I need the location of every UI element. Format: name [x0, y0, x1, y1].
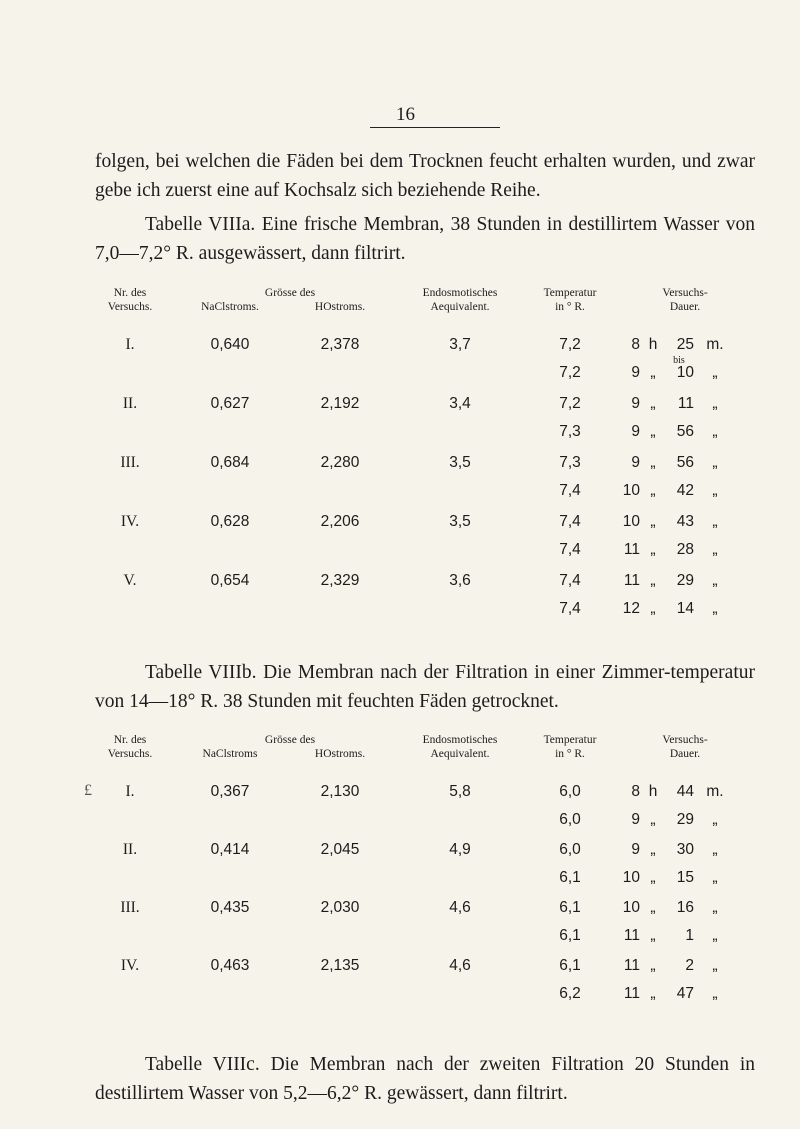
header-nr: Versuchs. — [107, 301, 153, 313]
cell-nacl: 0,435 — [210, 899, 250, 916]
cell-endo: 3,6 — [449, 572, 471, 589]
cell-ho: 2,045 — [320, 841, 360, 858]
dauer-unit: h — [648, 336, 658, 353]
dauer-minutes: 43 — [676, 513, 694, 530]
header-groesse: Grösse des — [264, 734, 316, 746]
dauer-suffix: „ — [712, 395, 718, 412]
cell-nacl: 0,628 — [210, 513, 250, 530]
cell-endo: 4,9 — [449, 841, 471, 858]
cell-temp: 6,0 — [559, 811, 581, 828]
cell-temp: 7,3 — [559, 423, 581, 440]
dauer-hours: 9 — [631, 841, 640, 858]
cell-nacl: 0,414 — [210, 841, 250, 858]
cell-temp: 6,1 — [559, 899, 581, 916]
cell-nacl: 0,684 — [210, 454, 250, 471]
dauer-hours: 10 — [622, 869, 640, 886]
table-c-caption: Tabelle VIIIc. Die Membran nach der zweiten Filtration 20 Stunden in destillirtem Wasser von 5,2—6,2° R. gewässert, dann filtrirt. — [95, 1054, 755, 1104]
dauer-hours: 8 — [631, 336, 640, 353]
dauer-minutes: 42 — [676, 482, 694, 499]
cell-ho: 2,130 — [320, 783, 360, 800]
dauer-hours: 11 — [623, 957, 640, 974]
dauer-minutes: 29 — [676, 811, 694, 828]
row-nr: III. — [120, 454, 140, 471]
dauer-minutes: 11 — [677, 395, 694, 412]
dauer-unit: „ — [650, 985, 656, 1002]
cell-ho: 2,135 — [320, 957, 360, 974]
cell-endo: 5,8 — [449, 783, 471, 800]
dauer-suffix: „ — [712, 957, 718, 974]
dauer-suffix: „ — [712, 513, 718, 530]
dauer-minutes: 16 — [676, 899, 694, 916]
header-temp: in ° R. — [555, 301, 585, 313]
table-a-caption: Tabelle VIIIa. Eine frische Membran, 38 Stunden in destillirtem Wasser von 7,0—7,2° R. ausgewässert, dann filtrirt. — [95, 214, 755, 264]
dauer-suffix: „ — [712, 985, 718, 1002]
cell-temp: 6,1 — [559, 957, 581, 974]
dauer-suffix: „ — [712, 927, 718, 944]
header-endo: Aequivalent. — [430, 748, 490, 760]
dauer-minutes: 10 — [676, 364, 694, 381]
dauer-minutes: 56 — [676, 454, 694, 471]
cell-temp: 7,2 — [559, 364, 581, 381]
dauer-unit: „ — [650, 541, 656, 558]
dauer-hours: 9 — [631, 811, 640, 828]
dauer-hours: 11 — [623, 572, 640, 589]
margin-mark: £ — [84, 782, 92, 799]
row-nr: V. — [123, 572, 137, 589]
header-ho: HOstroms. — [314, 301, 366, 313]
cell-endo: 4,6 — [449, 957, 471, 974]
dauer-hours: 12 — [622, 600, 640, 617]
dauer-minutes: 14 — [676, 600, 694, 617]
dauer-unit: „ — [650, 454, 656, 471]
dauer-minutes: 1 — [685, 927, 694, 944]
dauer-minutes: 30 — [676, 841, 694, 858]
header-groesse: Grösse des — [264, 287, 316, 299]
dauer-minutes: 25 — [676, 336, 694, 353]
page-number-rule — [370, 127, 500, 128]
dauer-minutes: 15 — [676, 869, 694, 886]
cell-ho: 2,280 — [320, 454, 360, 471]
cell-temp: 7,2 — [559, 336, 581, 353]
cell-temp: 7,4 — [559, 600, 581, 617]
dauer-minutes: 56 — [676, 423, 694, 440]
row-nr: IV. — [120, 513, 140, 530]
dauer-hours: 9 — [631, 395, 640, 412]
dauer-minutes: 47 — [676, 985, 694, 1002]
cell-nacl: 0,463 — [210, 957, 250, 974]
dauer-suffix: „ — [712, 482, 718, 499]
dauer-unit: „ — [650, 395, 656, 412]
cell-ho: 2,192 — [320, 395, 360, 412]
dauer-minutes: 28 — [676, 541, 694, 558]
row-nr: III. — [120, 899, 140, 916]
header-temp: in ° R. — [555, 748, 585, 760]
cell-temp: 7,4 — [559, 572, 581, 589]
row-nr: II. — [122, 395, 138, 412]
dauer-hours: 9 — [631, 423, 640, 440]
dauer-hours: 8 — [631, 783, 640, 800]
dauer-suffix: „ — [712, 541, 718, 558]
dauer-unit: „ — [650, 423, 656, 440]
dauer-hours: 11 — [623, 541, 640, 558]
header-ho: HOstroms. — [314, 748, 366, 760]
header-nacl: NaClstroms — [202, 748, 258, 760]
dauer-suffix: „ — [712, 869, 718, 886]
cell-ho: 2,206 — [320, 513, 360, 530]
dauer-unit: „ — [650, 513, 656, 530]
dauer-unit: „ — [650, 869, 656, 886]
header-dauer: Dauer. — [669, 301, 701, 313]
cell-temp: 7,2 — [559, 395, 581, 412]
row-nr: I. — [125, 336, 135, 353]
cell-nacl: 0,627 — [210, 395, 250, 412]
header-nr: Nr. des — [113, 287, 147, 299]
dauer-suffix: „ — [712, 841, 718, 858]
cell-ho: 2,378 — [320, 336, 360, 353]
row-nr: II. — [122, 841, 138, 858]
dauer-suffix: „ — [712, 364, 718, 381]
dauer-unit: „ — [650, 600, 656, 617]
dauer-unit: „ — [650, 364, 656, 381]
header-nacl: NaClstroms. — [201, 301, 259, 313]
header-endo: Endosmotisches — [422, 287, 498, 299]
dauer-suffix: „ — [712, 811, 718, 828]
intro-paragraph: folgen, bei welchen die Fäden bei dem Trocknen feucht erhalten wurden, und zwar gebe ich zuerst eine auf Kochsalz sich beziehende Reihe. — [95, 151, 755, 201]
dauer-minutes: 44 — [676, 783, 694, 800]
dauer-unit: „ — [650, 811, 656, 828]
header-temp: Temperatur — [543, 734, 597, 746]
dauer-unit: „ — [650, 482, 656, 499]
dauer-unit: „ — [650, 841, 656, 858]
header-endo: Endosmotisches — [422, 734, 498, 746]
dauer-hours: 11 — [623, 927, 640, 944]
dauer-suffix: „ — [712, 899, 718, 916]
cell-endo: 3,4 — [449, 395, 471, 412]
dauer-hours: 10 — [622, 899, 640, 916]
dauer-suffix: „ — [712, 600, 718, 617]
dauer-hours: 9 — [631, 454, 640, 471]
cell-temp: 7,4 — [559, 482, 581, 499]
cell-endo: 4,6 — [449, 899, 471, 916]
cell-nacl: 0,367 — [210, 783, 250, 800]
cell-endo: 3,5 — [449, 513, 471, 530]
cell-temp: 6,0 — [559, 841, 581, 858]
cell-temp: 7,4 — [559, 541, 581, 558]
cell-endo: 3,7 — [449, 336, 471, 353]
cell-temp: 6,1 — [559, 869, 581, 886]
dauer-unit: „ — [650, 957, 656, 974]
dauer-unit: „ — [650, 572, 656, 589]
row-nr: I. — [125, 783, 135, 800]
dauer-minutes: 2 — [685, 957, 694, 974]
header-dauer: Versuchs- — [662, 734, 708, 746]
dauer-hours: 10 — [622, 513, 640, 530]
cell-temp: 6,2 — [559, 985, 581, 1002]
dauer-between: bis — [673, 355, 685, 366]
header-dauer: Dauer. — [669, 748, 701, 760]
row-nr: IV. — [120, 957, 140, 974]
header-temp: Temperatur — [543, 287, 597, 299]
dauer-minutes: 29 — [676, 572, 694, 589]
dauer-suffix: m. — [706, 336, 724, 353]
header-dauer: Versuchs- — [662, 287, 708, 299]
table-b-caption: Tabelle VIIIb. Die Membran nach der Filtration in einer Zimmer-temperatur von 14—18° R. 38 Stunden mit feuchten Fäden getrocknet. — [95, 662, 755, 712]
cell-endo: 3,5 — [449, 454, 471, 471]
cell-temp: 6,1 — [559, 927, 581, 944]
dauer-suffix: „ — [712, 423, 718, 440]
page-number: 16 — [396, 104, 415, 125]
dauer-suffix: „ — [712, 572, 718, 589]
cell-ho: 2,329 — [320, 572, 360, 589]
dauer-suffix: „ — [712, 454, 718, 471]
cell-temp: 7,3 — [559, 454, 581, 471]
dauer-hours: 11 — [623, 985, 640, 1002]
dauer-hours: 10 — [622, 482, 640, 499]
cell-temp: 6,0 — [559, 783, 581, 800]
dauer-unit: „ — [650, 899, 656, 916]
header-nr: Nr. des — [113, 734, 147, 746]
cell-nacl: 0,640 — [210, 336, 250, 353]
dauer-hours: 9 — [631, 364, 640, 381]
cell-temp: 7,4 — [559, 513, 581, 530]
cell-ho: 2,030 — [320, 899, 360, 916]
dauer-suffix: m. — [706, 783, 724, 800]
header-endo: Aequivalent. — [430, 301, 490, 313]
cell-nacl: 0,654 — [210, 572, 250, 589]
header-nr: Versuchs. — [107, 748, 153, 760]
dauer-unit: „ — [650, 927, 656, 944]
dauer-unit: h — [648, 783, 658, 800]
